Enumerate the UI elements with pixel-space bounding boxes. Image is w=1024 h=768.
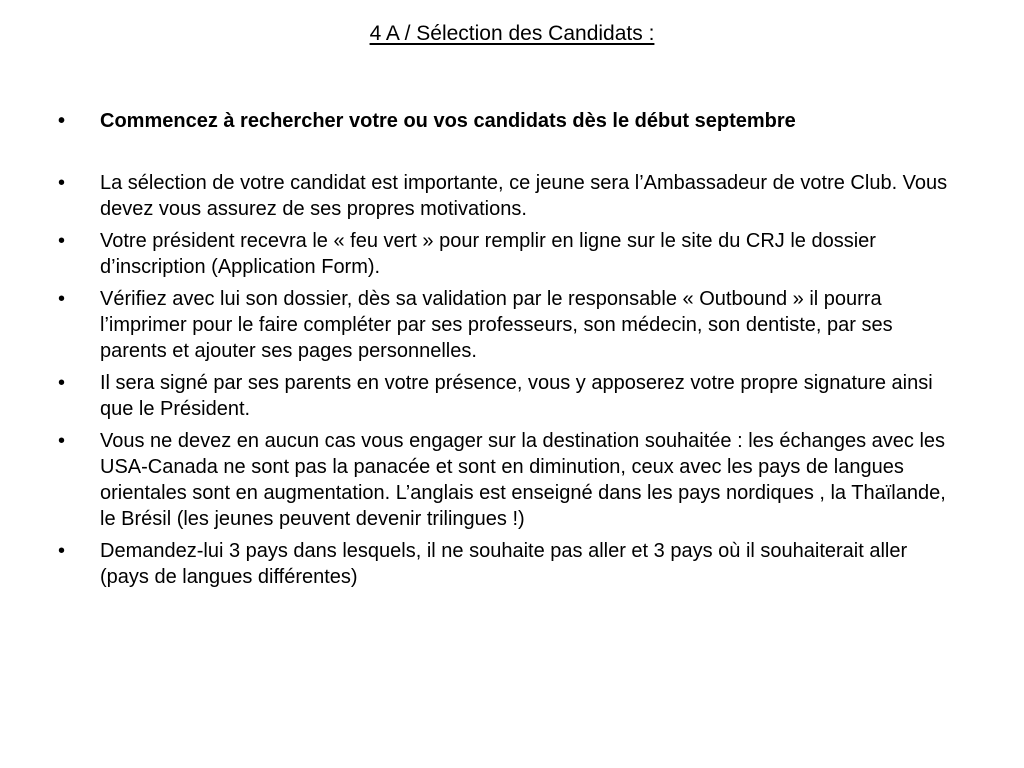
list-item <box>58 370 958 422</box>
list-item-text: Demandez-lui 3 pays dans lesquels, il ne souhaite pas aller et 3 pays où il souhaiterait aller (pays de langues différentes) <box>100 540 908 588</box>
list-item <box>58 538 958 590</box>
slide-title: 4 A / Sélection des Candidats : <box>369 22 655 45</box>
list-item-text: Vous ne devez en aucun cas vous engager sur la destination souhaitée : les échanges avec les USA-Canada ne sont pas la panacée et sont en diminution, ceux avec les pays de langues orientales sont en augmentation. L’anglais est enseigné dans les pays nordiques , la Thaïlande, le Brésil (les jeunes peuvent devenir trilingues !) <box>100 430 946 530</box>
list-item <box>58 286 958 364</box>
list-item-text: Commencez à rechercher votre ou vos candidats dès le début septembre <box>100 110 796 132</box>
list-item-text: Votre président recevra le « feu vert » pour remplir en ligne sur le site du CRJ le dossier d’inscription (Application Form). <box>100 230 876 278</box>
bullet-list <box>58 108 958 596</box>
bullet-icon: • <box>58 288 66 310</box>
list-item-text: Il sera signé par ses parents en votre présence, vous y apposerez votre propre signature ainsi que le Président. <box>100 372 933 420</box>
bullet-icon: • <box>58 230 66 252</box>
list-item <box>58 428 958 532</box>
list-item-text: Vérifiez avec lui son dossier, dès sa validation par le responsable « Outbound » il pourra l’imprimer pour le faire compléter par ses professeurs, son médecin, son dentiste, par ses parents et ajouter ses pages personnelles. <box>100 288 893 362</box>
bullet-icon: • <box>58 430 66 452</box>
list-item <box>58 108 958 134</box>
list-item-text: La sélection de votre candidat est importante, ce jeune sera l’Ambassadeur de votre Club. Vous devez vous assurez de ses propres motivations. <box>100 172 948 220</box>
bullet-icon: • <box>58 372 66 394</box>
bullet-icon: • <box>58 110 66 132</box>
bullet-icon: • <box>58 172 66 194</box>
bullet-icon: • <box>58 540 66 562</box>
list-item <box>58 170 958 222</box>
list-item <box>58 228 958 280</box>
